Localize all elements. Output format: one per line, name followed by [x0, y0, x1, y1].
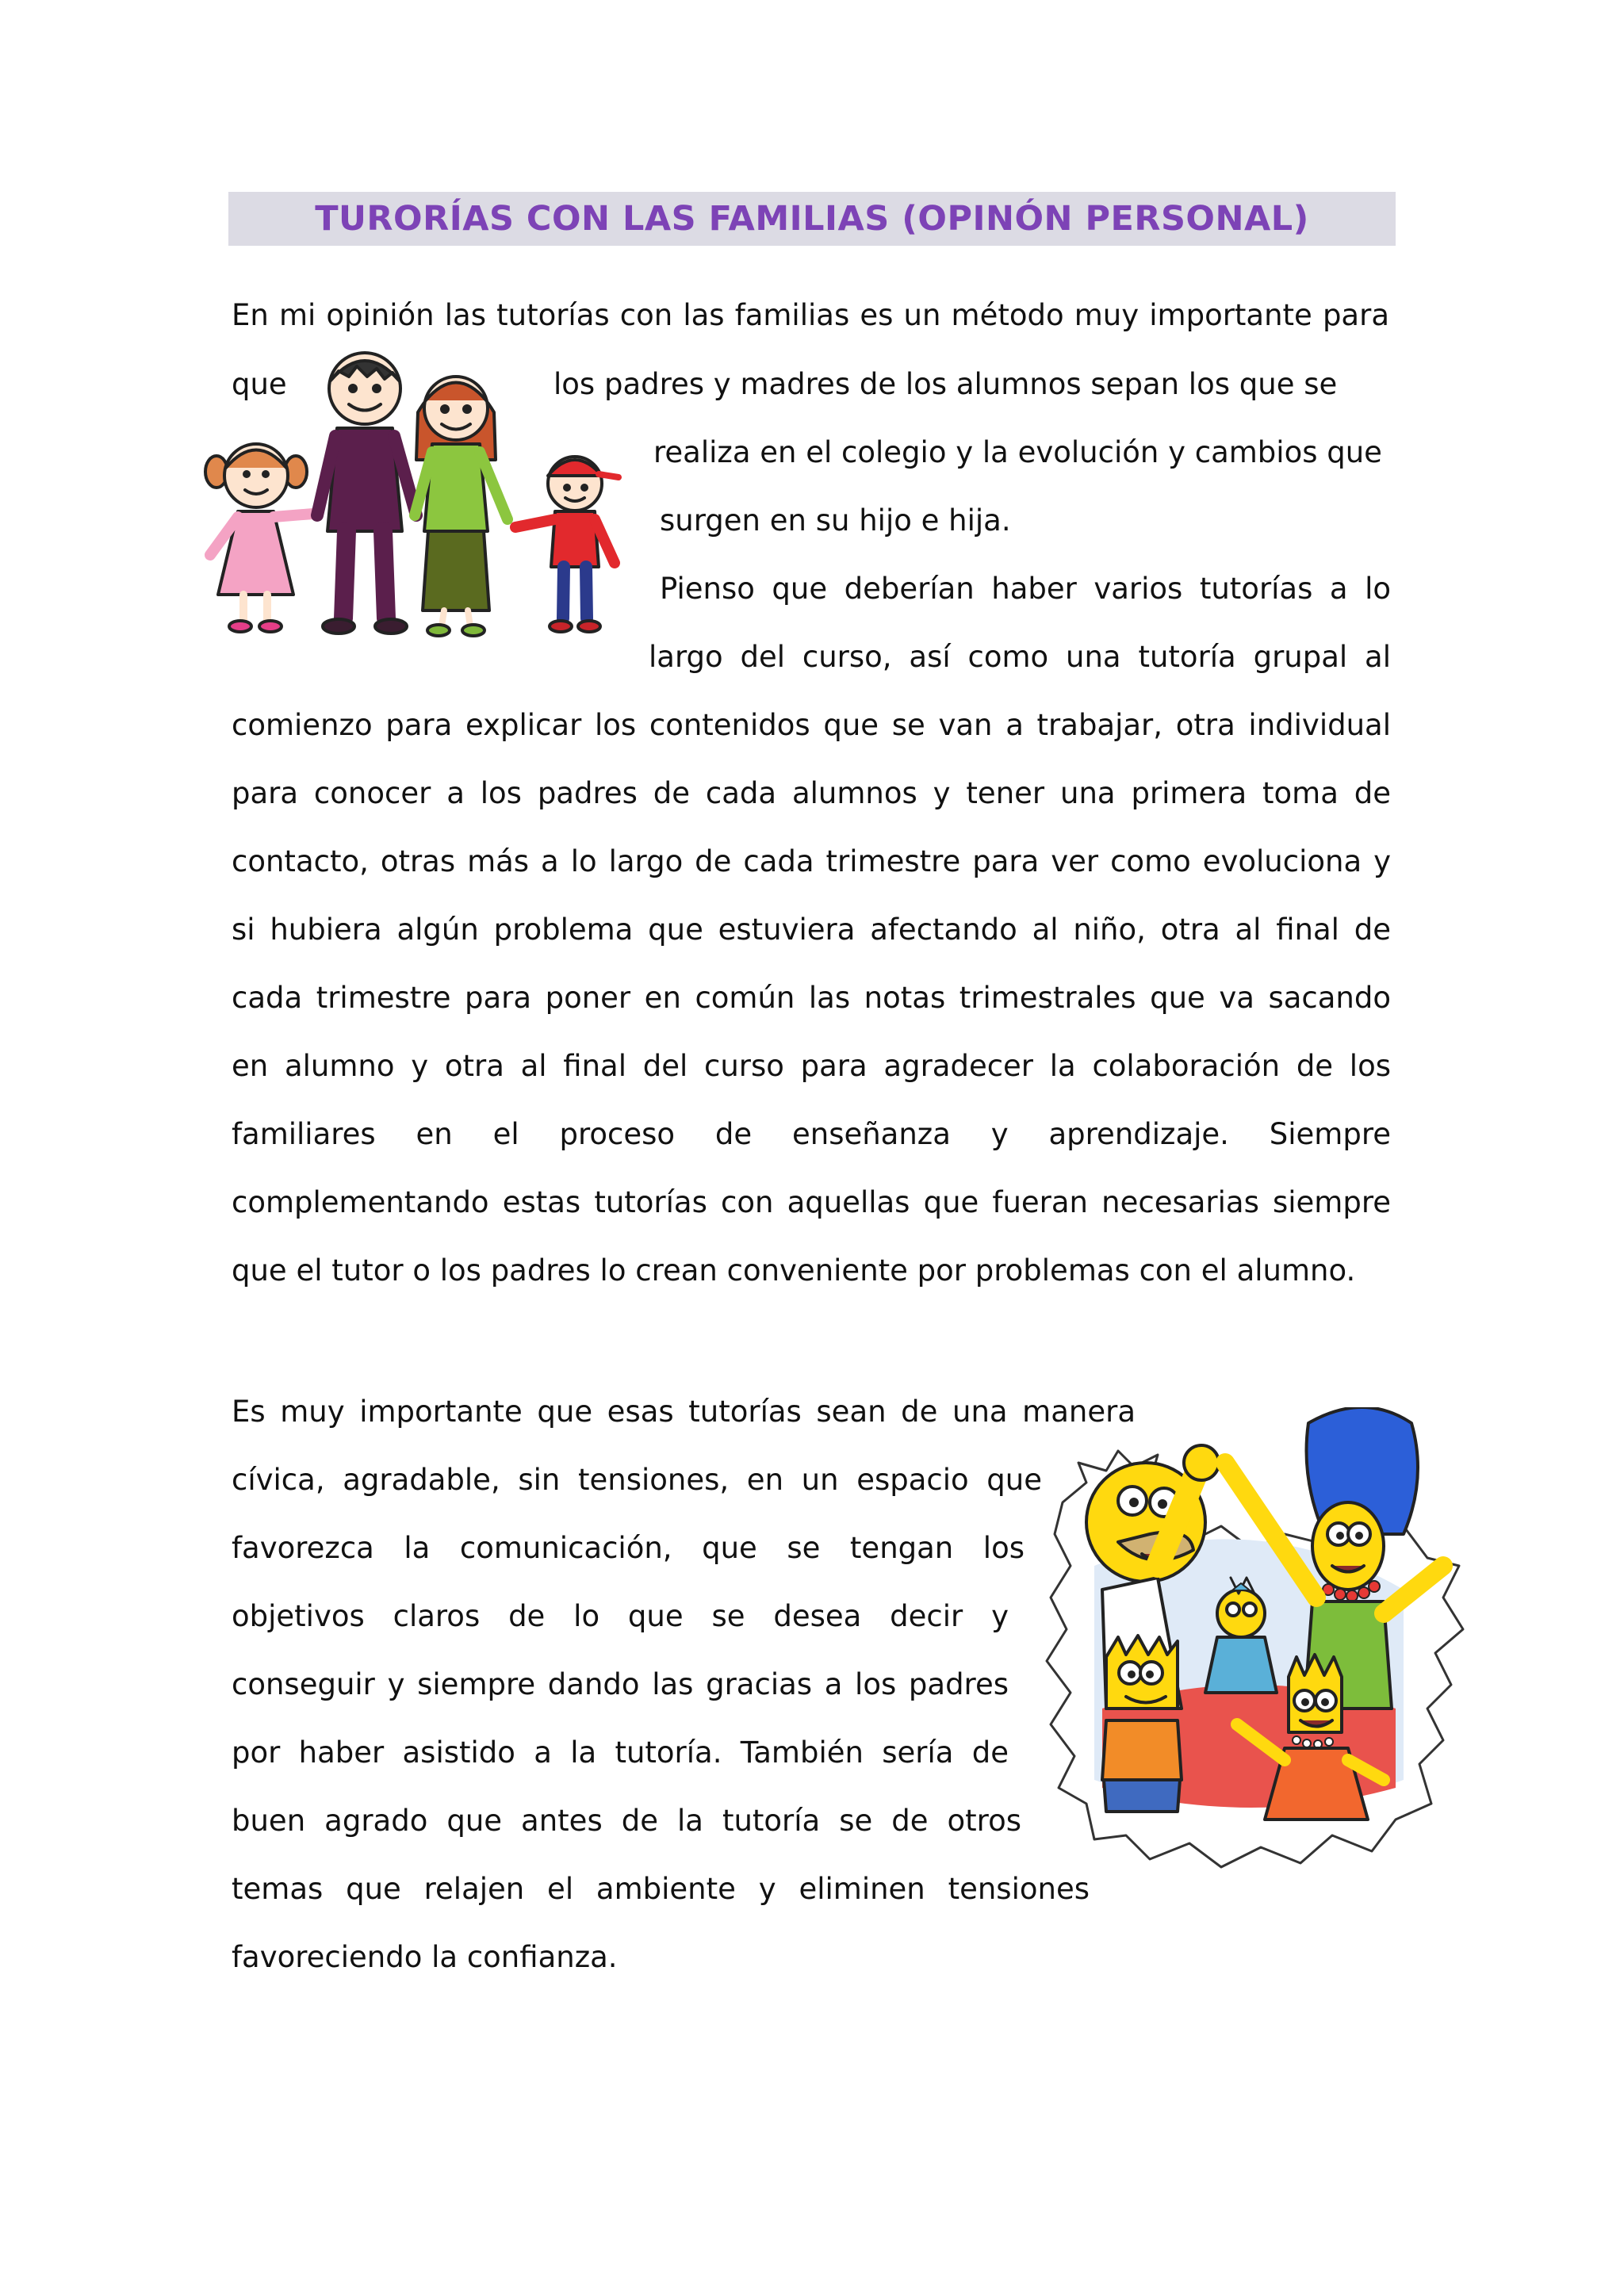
paragraph-line: comienzo para explicar los contenidos que se van a trabajar, otra individual — [232, 708, 1391, 742]
paragraph-line: los padres y madres de los alumnos sepan los que se — [553, 367, 1338, 401]
paragraph-line: realiza en el colegio y la evolución y cambios que — [653, 435, 1382, 469]
paragraph-line: Es muy importante que esas tutorías sean de una manera — [232, 1395, 1136, 1429]
title-bar — [228, 192, 1396, 246]
paragraph-line: cívica, agradable, sin tensiones, en un espacio que — [232, 1463, 1042, 1497]
paragraph-line: que el tutor o los padres lo crean conveniente por problemas con el alumno. — [232, 1253, 1356, 1288]
paragraph-line: cada trimestre para poner en común las notas trimestrales que va sacando — [232, 981, 1391, 1015]
paragraph-line: para conocer a los padres de cada alumnos y tener una primera toma de — [232, 776, 1391, 810]
family-illustration — [194, 349, 634, 650]
paragraph-line: si hubiera algún problema que estuviera afectando al niño, otra al final de — [232, 913, 1391, 947]
paragraph-line: complementando estas tutorías con aquellas que fueran necesarias siempre — [232, 1185, 1391, 1219]
paragraph-line: que — [232, 367, 287, 401]
paragraph-line: conseguir y siempre dando las gracias a los padres — [232, 1667, 1009, 1701]
paragraph-line: favorezca la comunicación, que se tengan los — [232, 1531, 1025, 1565]
paragraph-line: Pienso que deberían haber varios tutorías a lo — [660, 572, 1391, 606]
paragraph-line: buen agrado que antes de la tutoría se de otros — [232, 1804, 1021, 1838]
paragraph-line: contacto, otras más a lo largo de cada trimestre para ver como evoluciona y — [232, 844, 1391, 878]
cartoon-family-illustration — [1031, 1407, 1475, 1883]
paragraph-line: objetivos claros de lo que se desea decir y — [232, 1599, 1009, 1633]
paragraph-line: largo del curso, así como una tutoría grupal al — [649, 640, 1391, 674]
paragraph-line: favoreciendo la confianza. — [232, 1940, 618, 1974]
page-title: TURORÍAS CON LAS FAMILIAS (OPINÓN PERSONAL) — [315, 199, 1309, 239]
paragraph-line: por haber asistido a la tutoría. También sería de — [232, 1735, 1009, 1770]
paragraph-line: En mi opinión las tutorías con las familias es un método muy importante para — [232, 298, 1389, 332]
paragraph-line: temas que relajen el ambiente y eliminen tensiones — [232, 1872, 1090, 1906]
paragraph-line: en alumno y otra al final del curso para agradecer la colaboración de los — [232, 1049, 1391, 1083]
paragraph-line: surgen en su hijo e hija. — [660, 503, 1011, 538]
paragraph-line: familiares en el proceso de enseñanza y aprendizaje. Siempre — [232, 1117, 1391, 1151]
